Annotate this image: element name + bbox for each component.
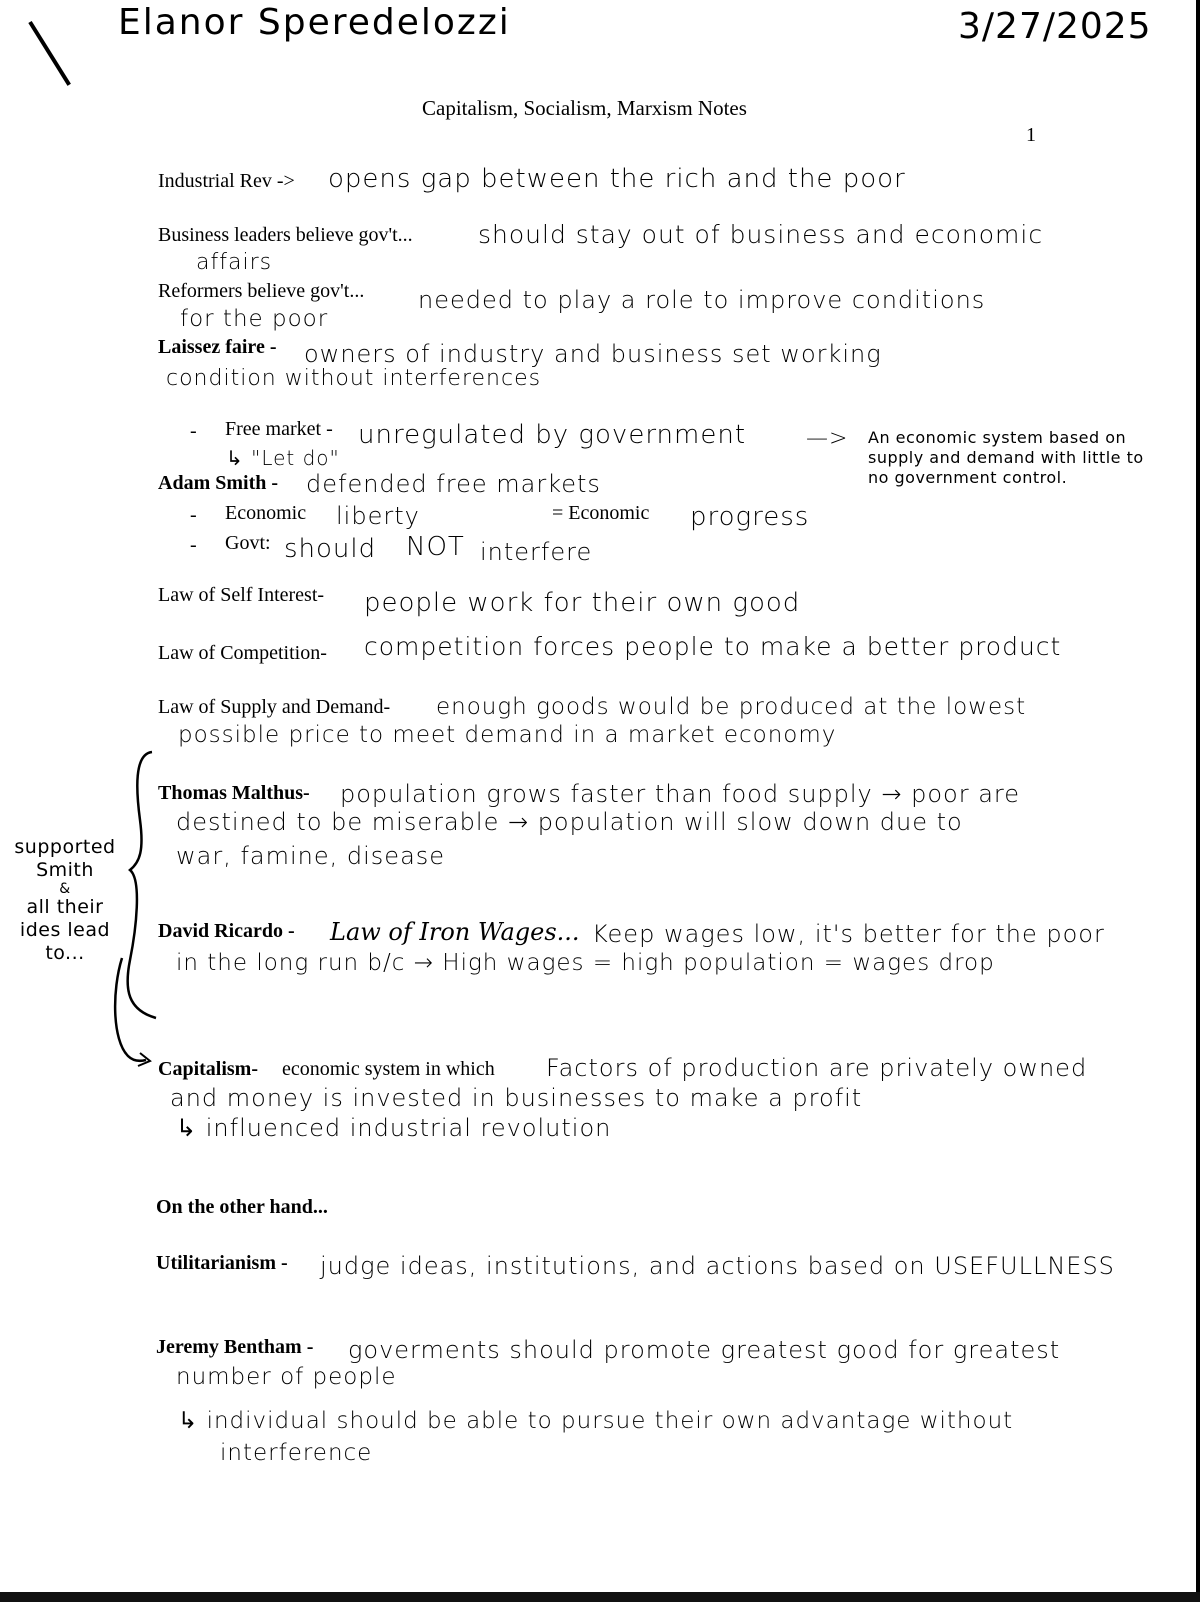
note-ricardo-cont: in the long run b/c → High wages = high population = wages drop — [176, 950, 995, 976]
scan-edge-bottom — [0, 1592, 1200, 1602]
note-supply-demand: enough goods would be produced at the lowest — [436, 694, 1027, 720]
note-date: 3/27/2025 — [958, 6, 1152, 47]
note-liberty: liberty — [336, 502, 420, 530]
term-business-leaders: Business leaders believe gov't... — [158, 224, 413, 246]
margin-note-line: ides lead — [19, 919, 111, 941]
note-supply-demand-cont: possible price to meet demand in a market economy — [178, 722, 837, 748]
note-reformers-cont: for the poor — [180, 306, 329, 332]
margin-note-line: supported — [14, 836, 116, 858]
note-laissez-faire-cont: condition without interferences — [166, 366, 542, 391]
note-laissez-faire: owners of industry and business set working — [304, 340, 882, 368]
note-competition: competition forces people to make a better product — [364, 632, 1062, 661]
note-ricardo: Keep wages low, it's better for the poor — [592, 920, 1105, 948]
note-capitalism-cont: and money is invested in businesses to make a profit — [170, 1084, 863, 1112]
note-capitalism: Factors of production are privately owned — [546, 1054, 1088, 1082]
bullet-dash: - — [190, 420, 197, 442]
margin-note-line: all their — [26, 896, 104, 918]
note-business-leaders: should stay out of business and economic — [478, 220, 1044, 249]
margin-note-line: to... — [45, 942, 85, 964]
scan-edge-right — [1196, 0, 1200, 1602]
term-utilitarianism: Utilitarianism - — [156, 1252, 288, 1274]
note-adam-smith: defended free markets — [306, 470, 601, 498]
term-adam-smith: Adam Smith - — [158, 472, 279, 494]
note-malthus: population grows faster than food supply → poor are — [340, 780, 1021, 808]
term-economic-equals: = Economic — [552, 502, 650, 524]
note-industrial-rev: opens gap between the rich and the poor — [328, 164, 906, 194]
definition-line: An economic system based on — [868, 428, 1127, 447]
term-supply-demand: Law of Supply and Demand- — [158, 696, 391, 718]
note-not: NOT — [406, 532, 465, 562]
term-self-interest: Law of Self Interest- — [158, 584, 325, 606]
note-iron-wages: Law of Iron Wages... — [330, 918, 580, 946]
note-business-leaders-cont: affairs — [196, 250, 273, 275]
term-ricardo: David Ricardo - — [158, 920, 295, 942]
note-utilitarianism: judge ideas, institutions, and actions based on USEFULLNESS — [320, 1252, 1115, 1280]
definition-line: supply and demand with little to — [868, 448, 1144, 467]
note-bentham: goverments should promote greatest good for greatest — [348, 1336, 1061, 1364]
note-bentham-cont: interference — [220, 1440, 373, 1466]
free-market-definition — [868, 428, 1144, 488]
term-reformers: Reformers believe gov't... — [158, 280, 365, 302]
page-number: 1 — [1026, 124, 1036, 146]
note-free-market: unregulated by government — [358, 420, 747, 450]
term-capitalism-def: economic system in which — [282, 1058, 495, 1080]
term-malthus: Thomas Malthus- — [158, 782, 310, 804]
definition-line: no government control. — [868, 468, 1068, 487]
term-competition: Law of Competition- — [158, 642, 327, 664]
note-capitalism-cont: ↳ influenced industrial revolution — [176, 1114, 612, 1142]
section-other-hand: On the other hand... — [156, 1196, 328, 1218]
note-reformers: needed to play a role to improve conditions — [418, 286, 986, 314]
term-capitalism: Capitalism- — [158, 1058, 258, 1080]
term-govt: Govt: — [225, 532, 271, 554]
note-malthus-cont: destined to be miserable → population will slow down due to — [176, 808, 963, 836]
note-bentham-cont: number of people — [176, 1364, 397, 1390]
note-bentham-cont: ↳ individual should be able to pursue their own advantage without — [178, 1408, 1014, 1434]
term-laissez-faire: Laissez faire - — [158, 336, 277, 358]
term-bentham: Jeremy Bentham - — [156, 1336, 314, 1358]
note-should: should — [284, 534, 377, 564]
bullet-dash: - — [190, 534, 197, 556]
note-self-interest: people work for their own good — [364, 588, 801, 618]
note-interfere: interfere — [480, 538, 593, 566]
arrow-to-definition: —> — [806, 426, 849, 451]
note-progress: progress — [690, 502, 810, 532]
bullet-dash: - — [190, 504, 197, 526]
note-let-do: ↳ "Let do" — [226, 446, 340, 470]
term-industrial-rev: Industrial Rev -> — [158, 170, 295, 192]
student-name: Elanor Speredelozzi — [118, 2, 511, 43]
page-title: Capitalism, Socialism, Marxism Notes — [422, 96, 747, 120]
note-malthus-cont: war, famine, disease — [176, 842, 446, 870]
margin-note-line: & — [59, 881, 71, 897]
term-free-market: Free market - — [225, 418, 333, 440]
margin-note — [10, 836, 120, 965]
term-economic: Economic — [225, 502, 307, 524]
margin-note-line: Smith — [36, 859, 94, 881]
